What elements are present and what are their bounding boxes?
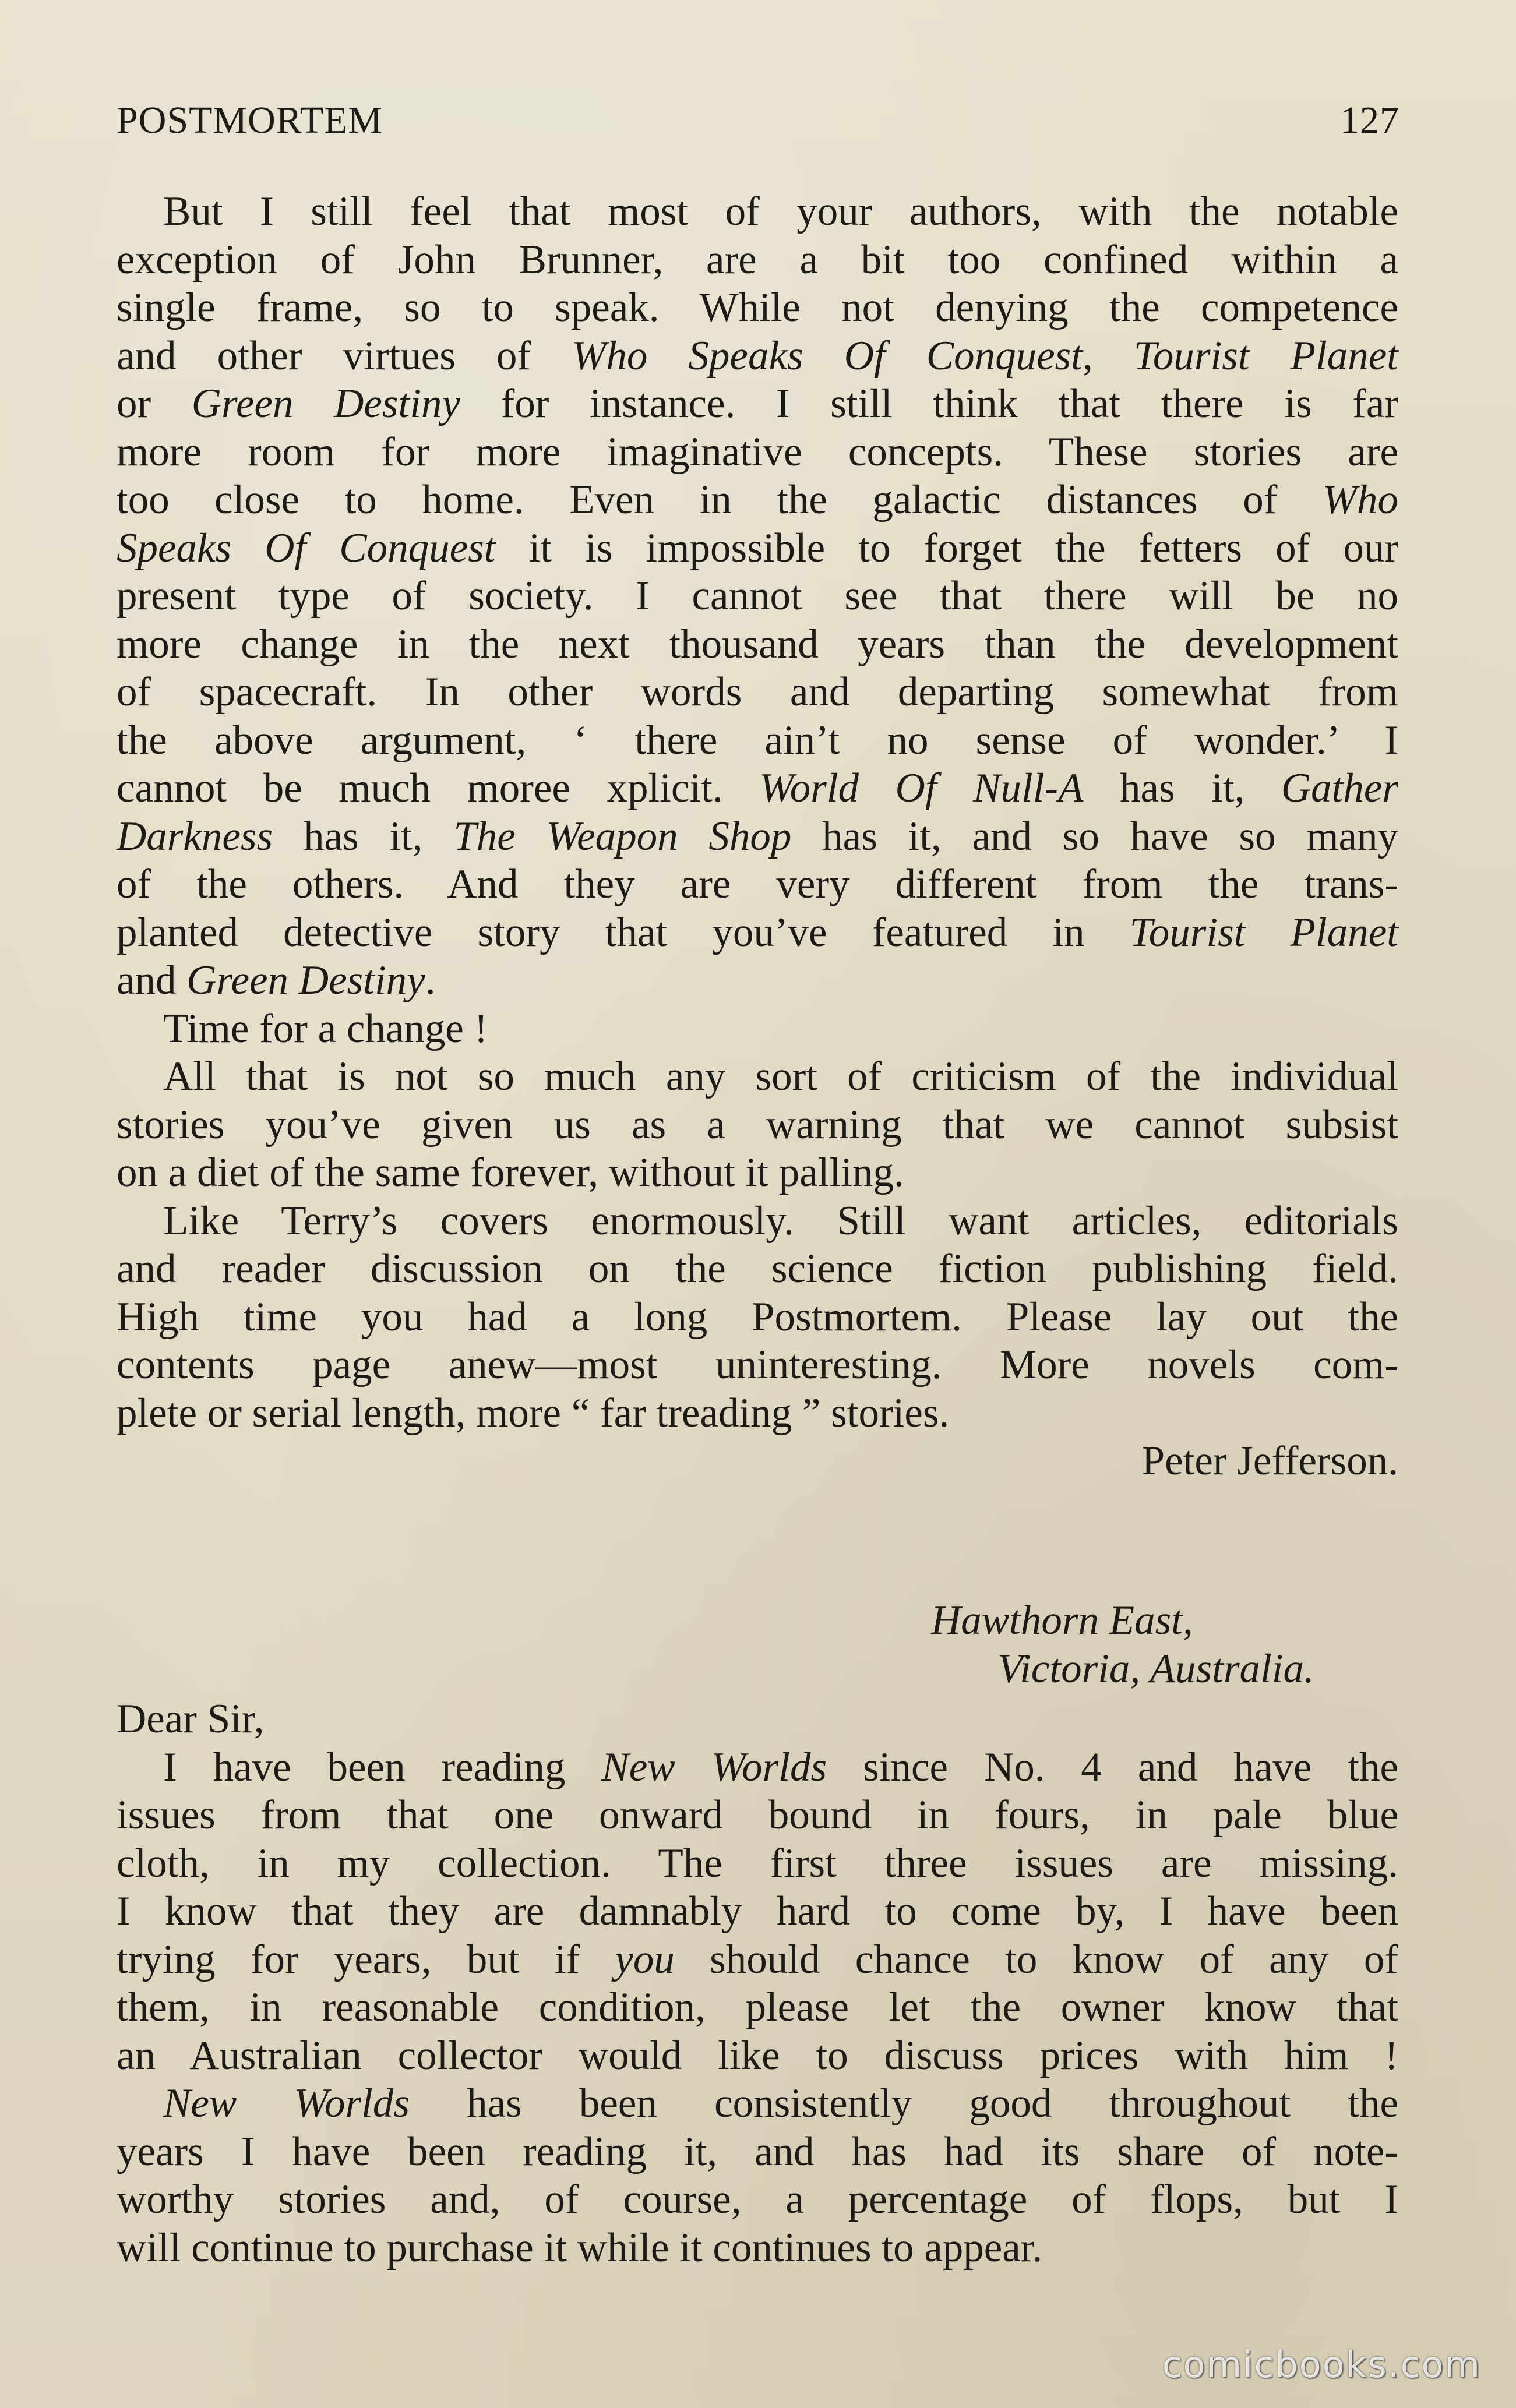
letter-jefferson: [117, 188, 1398, 1485]
watermark: comicbooks.com: [1162, 2343, 1481, 2386]
text-line: more room for more imaginative concepts. These stories are: [117, 429, 1398, 475]
text-line: contents page anew—most uninteresting. More novels com-: [117, 1342, 1398, 1387]
text-line: stories you’ve given us as a warning that we cannot subsist: [117, 1101, 1398, 1147]
page-number: 127: [1340, 99, 1399, 142]
text-line: of spacecraft. In other words and departing somewhat from: [117, 669, 1398, 715]
text-line: years I have been reading it, and has had its share of note-: [117, 2128, 1398, 2174]
text-line: I know that they are damnably hard to come by, I have been: [117, 1888, 1398, 1934]
text-line: New Worlds has been consistently good throughout the: [163, 2081, 1398, 2126]
signature: Peter Jefferson.: [1141, 1438, 1398, 1484]
text-line: on a diet of the same forever, without it palling.: [117, 1150, 904, 1195]
text-line: Darkness has it, The Weapon Shop has it, and so have so many: [117, 813, 1398, 859]
section-title: POSTMORTEM: [117, 99, 383, 142]
salutation: Dear Sir,: [117, 1696, 265, 1742]
text-line: Like Terry’s covers enormously. Still want articles, editorials: [163, 1198, 1398, 1244]
text-line: single frame, so to speak. While not denying the competence: [117, 285, 1398, 330]
text-line: will continue to purchase it while it continues to appear.: [117, 2225, 1043, 2271]
text-line: an Australian collector would like to discuss prices with him !: [117, 2032, 1398, 2078]
text-line: cannot be much moree xplicit. World Of Null-A has it, Gather: [117, 765, 1398, 811]
text-line: planted detective story that you’ve featured in Tourist Planet: [117, 909, 1398, 955]
letter-hawthorn: [117, 1695, 1398, 2272]
text-line: worthy stories and, of course, a percentage of flops, but I: [117, 2177, 1398, 2222]
text-line: them, in reasonable condition, please let the owner know that: [117, 1985, 1398, 2030]
text-line: High time you had a long Postmortem. Please lay out the: [117, 1294, 1398, 1340]
text-line: and reader discussion on the science fiction publishing field.: [117, 1246, 1398, 1291]
address-line: Hawthorn East,: [931, 1598, 1193, 1643]
text-line: of the others. And they are very different from the trans-: [117, 861, 1398, 907]
text-line: too close to home. Even in the galactic distances of Who: [117, 477, 1398, 522]
text-line: exception of John Brunner, are a bit too confined within a: [117, 236, 1398, 283]
running-header: [117, 89, 1399, 153]
text-line: plete or serial length, more “ far treading ” stories.: [117, 1390, 950, 1436]
address-line: Victoria, Australia.: [997, 1646, 1314, 1692]
text-line: and other virtues of Who Speaks Of Conquest, Tourist Planet: [117, 333, 1399, 379]
text-line: trying for years, but if you should chance to know of any of: [117, 1936, 1399, 1982]
text-line: issues from that one onward bound in fours, in pale blue: [117, 1792, 1398, 1838]
text-line: present type of society. I cannot see that there will be no: [117, 573, 1398, 619]
text-line: cloth, in my collection. The first three issues are missing.: [117, 1840, 1398, 1886]
text-line: But I still feel that most of your authors, with the notable: [163, 189, 1398, 234]
text-line: Time for a change !: [163, 1005, 488, 1051]
text-line: and Green Destiny.: [117, 958, 436, 1003]
text-line: the above argument, ‘ there ain’t no sense of wonder.’ I: [117, 717, 1398, 763]
text-line: Speaks Of Conquest it is impossible to forget the fetters of our: [117, 525, 1398, 571]
text-line: All that is not so much any sort of criticism of the individual: [163, 1054, 1398, 1099]
text-line: more change in the next thousand years than the development: [117, 621, 1398, 667]
text-line: I have been reading New Worlds since No. 4 and have the: [163, 1744, 1399, 1790]
text-line: or Green Destiny for instance. I still think that there is far: [117, 381, 1398, 426]
